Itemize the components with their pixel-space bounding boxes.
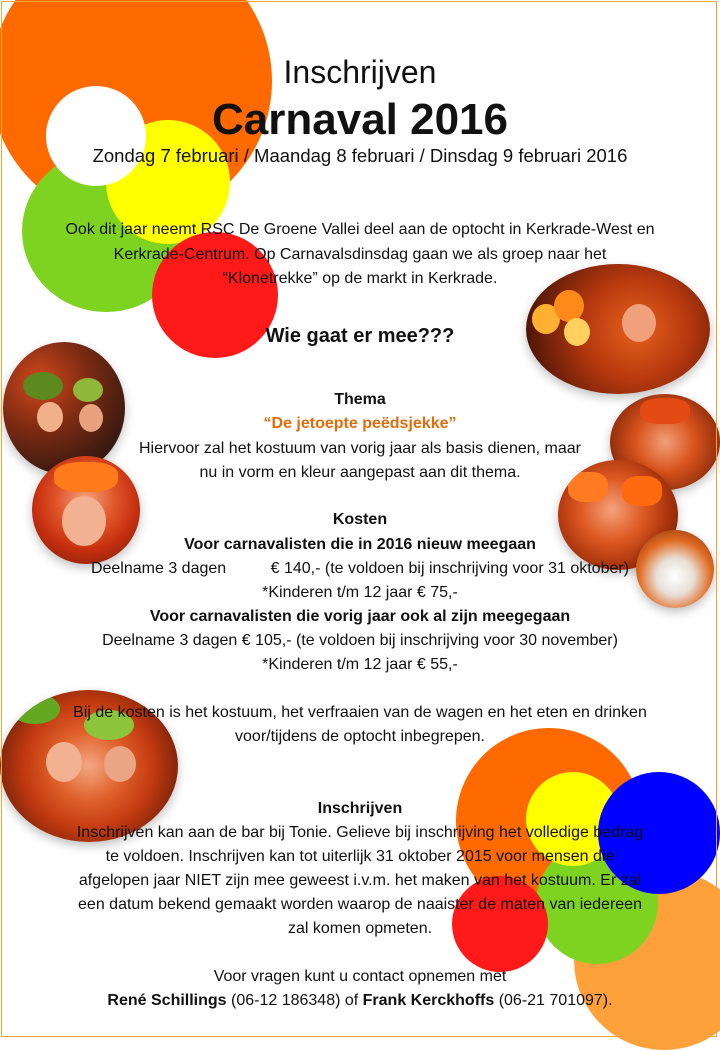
inschrijven-line-4: een datum bekend gemaakt worden waarop de naaister de maten van iedereen bbox=[78, 896, 642, 913]
kosten-included-line-1: Bij de kosten is het kostuum, het verfraaien van de wagen en het eten en drinken bbox=[73, 704, 647, 721]
kosten-included-line-2: voor/tijdens de optocht inbegrepen. bbox=[235, 728, 485, 745]
kosten-heading: Kosten bbox=[332, 511, 388, 528]
kosten-new-heading: Voor carnavalisten die in 2016 nieuw meegaan bbox=[184, 536, 536, 553]
inschrijven-line-1: Inschrijven kan aan de bar bij Tonie. Gelieve bij inschrijving het volledige bedrag bbox=[76, 824, 644, 841]
event-dates: Zondag 7 februari / Maandag 8 februari / Dinsdag 9 februari 2016 bbox=[92, 145, 628, 166]
intro-line-1: Ook dit jaar neemt RSC De Groene Vallei deel aan de optocht in Kerkrade-West en bbox=[65, 221, 655, 238]
thema-line-2: nu in vorm en kleur aangepast aan dit thema. bbox=[199, 464, 521, 481]
kosten-prev-line-2: *Kinderen t/m 12 jaar € 55,- bbox=[262, 656, 458, 673]
thema-name: “De jetoepte peëdsjekke” bbox=[263, 415, 457, 432]
inschrijven-line-2: te voldoen. Inschrijven kan tot uiterlijk 31 oktober 2015 voor mensen die bbox=[105, 848, 615, 865]
kosten-prev-heading: Voor carnavalisten die vorig jaar ook al zijn meegegaan bbox=[149, 608, 571, 625]
inschrijven-line-3: afgelopen jaar NIET zijn mee geweest i.v.m. het maken van het kostuum. Er zal bbox=[78, 872, 642, 889]
contact-person-2: Frank Kerckhoffs bbox=[362, 992, 495, 1009]
inschrijven-heading: Inschrijven bbox=[317, 800, 403, 817]
kosten-new-line-2: *Kinderen t/m 12 jaar € 75,- bbox=[262, 584, 458, 601]
title-carnaval: Carnaval 2016 bbox=[212, 95, 508, 144]
title-inschrijven: Inschrijven bbox=[283, 54, 437, 90]
question-heading: Wie gaat er mee??? bbox=[265, 325, 455, 347]
contact-person-1: René Schillings bbox=[107, 992, 227, 1009]
kosten-new-line-1: Deelname 3 dagen € 140,- (te voldoen bij inschrijving voor 31 oktober) bbox=[90, 560, 630, 577]
thema-heading: Thema bbox=[334, 391, 386, 408]
contact-line bbox=[0, 989, 720, 1012]
inschrijven-line-5: zal komen opmeten. bbox=[287, 920, 433, 937]
contact-phone-1: (06-12 186348) of bbox=[226, 992, 363, 1009]
thema-line-1: Hiervoor zal het kostuum van vorig jaar als basis dienen, maar bbox=[139, 440, 581, 457]
contact-phone-2: (06-21 701097). bbox=[494, 992, 613, 1009]
intro-line-2: Kerkrade-Centrum. Op Carnavalsdinsdag gaan we als groep naar het bbox=[113, 246, 607, 263]
kosten-prev-line-1: Deelname 3 dagen € 105,- (te voldoen bij inschrijving voor 30 november) bbox=[102, 632, 618, 649]
intro-line-3: “Klonetrekke” op de markt in Kerkrade. bbox=[222, 270, 498, 287]
contact-intro: Voor vragen kunt u contact opnemen met bbox=[213, 968, 507, 985]
